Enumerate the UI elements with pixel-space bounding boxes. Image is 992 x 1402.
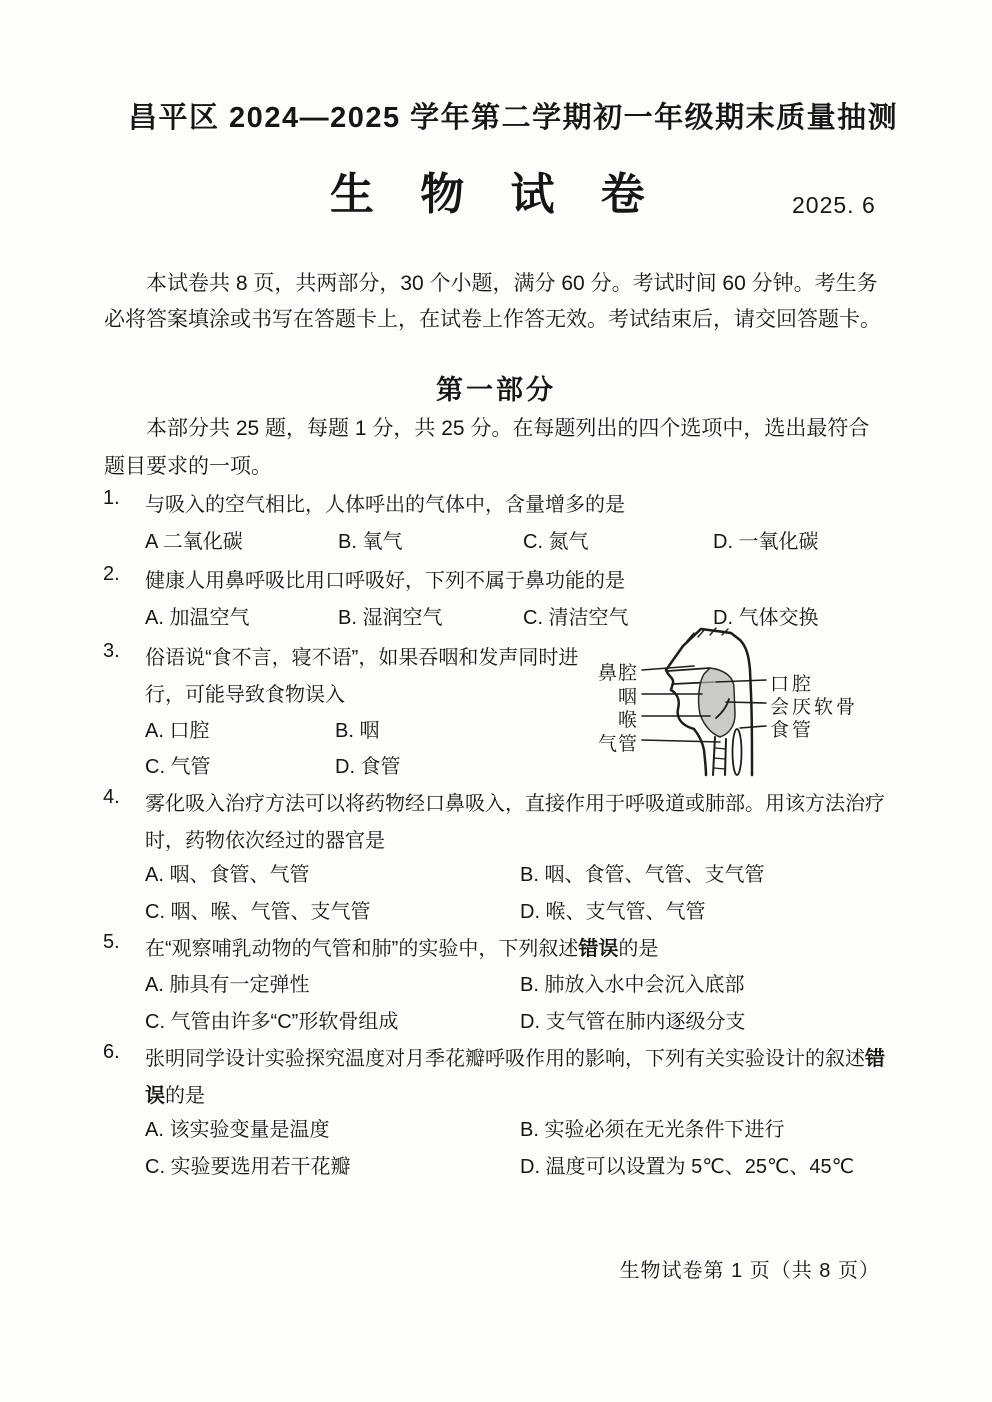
option-3a: A. 口腔 [145, 720, 210, 742]
option-5c: C. 气管由许多“C”形软骨组成 [145, 1011, 399, 1033]
anatomy-diagram [588, 622, 918, 777]
question-5-options-row2 [145, 1005, 746, 1034]
option-1a: A 二氧化碳 [145, 531, 243, 553]
option-6d: D. 温度可以设置为 5℃、25℃、45℃ [520, 1156, 855, 1178]
diagram-label-nasal-cavity: 鼻腔 [597, 663, 638, 684]
option-3c: C. 气管 [145, 756, 211, 778]
exam-title: 生 物 试 卷 [330, 170, 647, 219]
question-3-stem: 俗语说“食不言，寝不语”，如果吞咽和发声同时进行，可能导致食物误入 [145, 647, 579, 706]
question-6-options-row1 [145, 1113, 784, 1142]
diagram-label-pharynx: 咽 [617, 687, 638, 708]
option-2d: D. 气体交换 [713, 607, 819, 629]
option-5b: B. 肺放入水中会沉入底部 [520, 974, 745, 996]
diagram-label-larynx: 喉 [617, 710, 638, 731]
question-6-stem [145, 1041, 890, 1115]
option-3d: D. 食管 [335, 756, 401, 778]
page-footer: 生物试卷第 1 页（共 8 页） [619, 1260, 880, 1282]
option-1d: D. 一氧化碳 [713, 531, 819, 553]
option-6a: A. 该实验变量是温度 [145, 1119, 330, 1141]
question-4-stem: 雾化吸入治疗方法可以将药物经口鼻吸入，直接作用于呼吸道或肺部。用该方法治疗时，药物依次经过的器官是 [145, 793, 885, 852]
option-1b: B. 氧气 [338, 531, 403, 553]
question-6-stem-pre: 张明同学设计实验探究温度对月季花瓣呼吸作用的影响，下列有关实验设计的叙述 [145, 1048, 865, 1070]
option-5d: D. 支气管在肺内逐级分支 [520, 1011, 746, 1033]
section-title: 第一部分 [436, 375, 556, 405]
question-6-number: 6. [103, 1041, 120, 1063]
option-5a: A. 肺具有一定弹性 [145, 974, 310, 996]
exam-header: 昌平区 2024—2025 学年第二学期初一年级期末质量抽测 [128, 102, 899, 134]
option-2b: B. 湿润空气 [338, 607, 443, 629]
option-2c: C. 清洁空气 [523, 607, 629, 629]
diagram-label-esophagus: 食管 [770, 720, 815, 741]
question-1-options [145, 525, 819, 554]
question-2-number: 2. [103, 563, 120, 585]
option-4c: C. 咽、喉、气管、支气管 [145, 901, 371, 923]
option-1c: C. 氮气 [523, 531, 589, 553]
question-1-number: 1. [103, 487, 120, 509]
question-6-options-row2 [145, 1150, 854, 1179]
diagram-label-trachea: 气管 [597, 734, 638, 755]
question-5-stem-post: 的是 [618, 938, 659, 960]
option-6b: B. 实验必须在无光条件下进行 [520, 1119, 785, 1141]
diagram-label-oral-cavity: 口腔 [770, 674, 815, 695]
question-5-options-row1 [145, 968, 744, 997]
question-4-number: 4. [103, 786, 120, 808]
question-3-number: 3. [103, 640, 120, 662]
option-4d: D. 喉、支气管、气管 [520, 901, 706, 923]
option-4a: A. 咽、食管、气管 [145, 864, 310, 886]
question-3-options-row2 [145, 750, 401, 779]
question-6-stem-emphasis: 错误 [145, 1048, 885, 1107]
exam-notice: 本试卷共 8 页，共两部分，30 个小题，满分 60 分。考试时间 60 分钟。考生务必将答案填涂或书写在答题卡上，在试卷上作答无效。考试结束后，请交回答题卡。 [104, 272, 881, 331]
question-4-options-row2 [145, 895, 706, 924]
question-1-stem: 与吸入的空气相比，人体呼出的气体中，含量增多的是 [145, 494, 625, 516]
option-3b: B. 咽 [335, 720, 380, 742]
question-5-number: 5. [103, 931, 120, 953]
question-2-stem: 健康人用鼻呼吸比用口呼吸好，下列不属于鼻功能的是 [145, 570, 625, 592]
exam-date: 2025. 6 [792, 192, 876, 218]
question-6-stem-post: 的是 [165, 1085, 205, 1107]
question-4-options-row1 [145, 858, 764, 887]
question-3-options-row1 [145, 714, 379, 743]
option-4b: B. 咽、食管、气管、支气管 [520, 864, 765, 886]
question-5-stem [145, 931, 658, 968]
option-6c: C. 实验要选用若干花瓣 [145, 1156, 351, 1178]
question-5-stem-pre: 在“观察哺乳动物的气管和肺”的实验中，下列叙述 [145, 938, 579, 960]
diagram-label-epiglottis: 会厌软骨 [770, 697, 859, 718]
option-2a: A. 加温空气 [145, 607, 250, 629]
question-5-stem-emphasis: 错误 [578, 938, 619, 960]
section-instructions: 本部分共 25 题，每题 1 分，共 25 分。在每题列出的四个选项中，选出最符合题目要求的一项。 [104, 417, 870, 478]
